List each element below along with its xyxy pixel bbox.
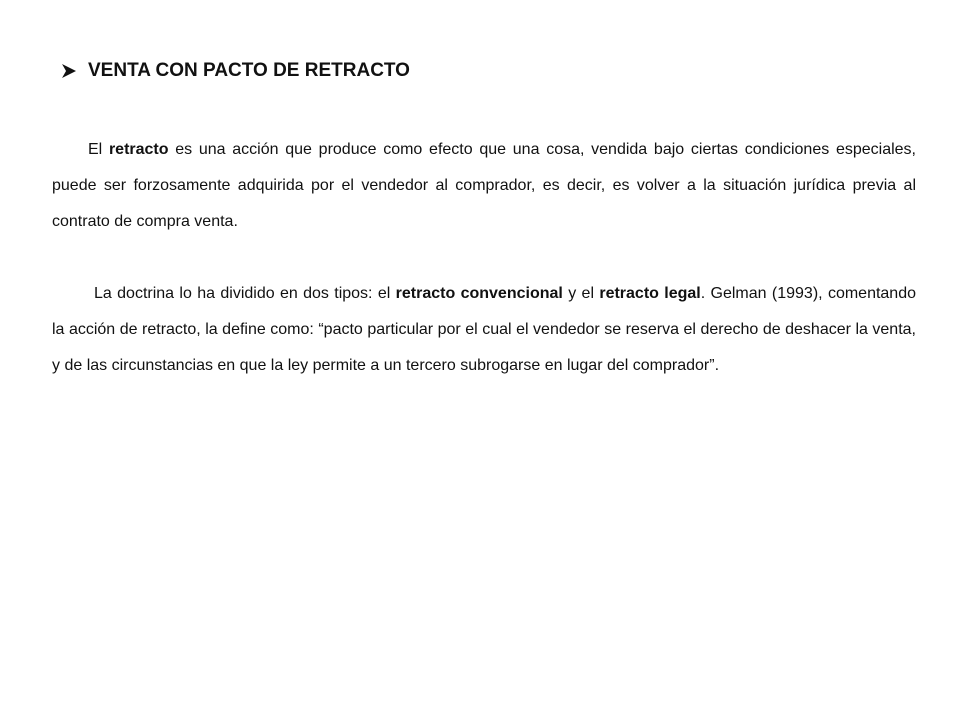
paragraph-text: El <box>88 141 109 158</box>
arrowhead-bullet-icon <box>60 62 78 80</box>
section-heading <box>60 60 410 82</box>
paragraph-text: . Gelman (1993), comentando la acción de retracto, la define como: “pacto particular por el cual el vendedor se reserva el derecho de deshacer la venta, y de las circunstancias en que la ley permite a un tercero subrogarse en lugar del comprador”. <box>52 285 917 374</box>
paragraph-text: es una acción que produce como efecto que una cosa, vendida bajo ciertas condiciones especiales, puede ser forzosamente adquirida por el vendedor al comprador, es decir, es volver a la situación jurídica previa al contrato de compra venta. <box>52 141 916 230</box>
paragraph-text: La doctrina lo ha dividido en dos tipos: el <box>94 285 396 302</box>
bold-term: retracto <box>108 141 169 158</box>
heading-text: VENTA CON PACTO DE RETRACTO <box>88 60 410 81</box>
paragraph-text: y el <box>562 285 600 302</box>
bold-term: retracto convencional <box>395 285 563 302</box>
bold-term: retracto legal <box>599 285 701 302</box>
body-content <box>52 132 916 384</box>
paragraph-retracto-types <box>52 276 916 384</box>
paragraph-retracto-definition <box>52 132 916 240</box>
